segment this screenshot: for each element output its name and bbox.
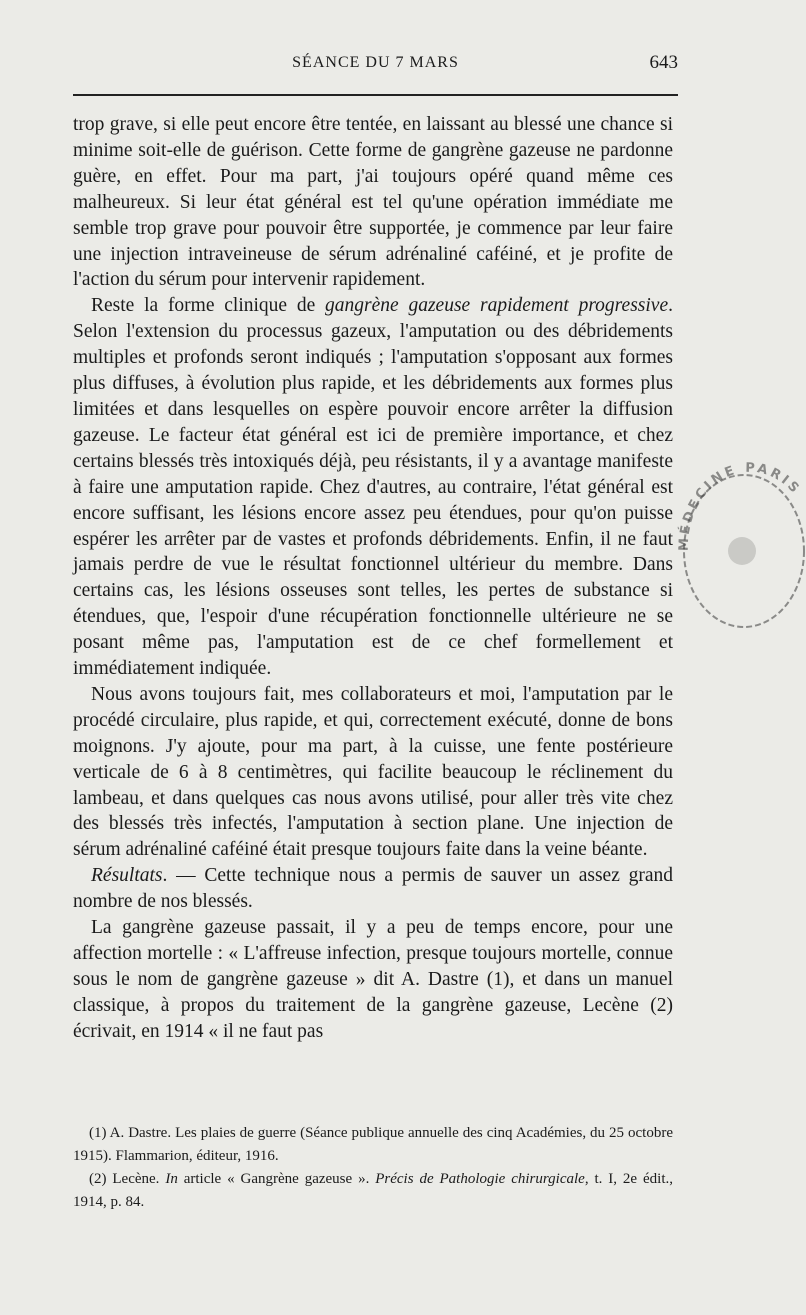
paragraph-1	[73, 112, 673, 293]
footnote-2-italic-a: In	[165, 1171, 178, 1187]
paragraph-4-italic: Résultats	[91, 865, 163, 887]
page-number: 643	[649, 52, 678, 73]
library-stamp	[676, 456, 806, 646]
footnote-2	[73, 1168, 673, 1214]
paragraph-5-text: La gangrène gazeuse passait, il y a peu de temps encore, pour une affection mortelle : « L'affreuse infection, presque toujours mortelle, connue sous le nom de gangrène gazeuse » dit A. Dastre (1), et dans un manuel classique, à propos du traitement de la gangrène gazeuse, Lecène (2) écrivait, en 1914 « il ne faut pas	[73, 917, 673, 1042]
body-text	[73, 112, 673, 1045]
paragraph-2-text-a: Reste la forme clinique de	[91, 295, 326, 317]
footnote-1-text: (1) A. Dastre. Les plaies de guerre (Séance publique annuelle des cinq Académies, du 25 octobre 1915). Flammarion, éditeur, 1916.	[73, 1125, 673, 1164]
footnote-1	[73, 1122, 673, 1168]
footnotes	[73, 1122, 673, 1214]
footnote-2-text-b: article « Gangrène gazeuse ».	[177, 1171, 376, 1187]
footnote-2-text-a: (2) Lecène.	[89, 1171, 166, 1187]
paragraph-3	[73, 682, 673, 863]
running-header	[73, 52, 678, 76]
paragraph-3-text: Nous avons toujours fait, mes collaborateurs et moi, l'amputation par le procédé circulaire, plus rapide, et qui, correctement exécuté, donne de bons moignons. J'y ajoute, pour ma part, à la cuisse, une fente postérieure verticale de 6 à 8 centimètres, qui facilite beaucoup le réclinement du lambeau, et dans quelques cas nous avons utilisé, pour aller très vite chez des blessés très infectés, l'amputation à section plane. Une injection de sérum adrénaliné caféiné était presque toujours faite dans la veine béante.	[73, 683, 673, 861]
paragraph-2-text-b: . Selon l'extension du processus gazeux, l'amputation ou des débridements multiples et profonds seront indiqués ; l'amputation s'opposant aux formes plus diffuses, à évolution plus rapide, et les débridements aux formes plus limitées et dans lesquelles on espère pouvoir encore arrêter la diffusion gazeuse. Le facteur état général est ici de première importance, et chez certains blessés très intoxiqués déjà, peu résistants, il y a avantage manifeste à faire une amputation rapide. Chez d'autres, au contraire, l'état général est encore suffisant, les lésions encore assez peu étendues, pour qu'on puisse espérer les arrêter par de vastes et profonds débridements. Enfin, il ne faut jamais perdre de vue le résultat fonctionnel ultérieur du membre. Dans certains cas, les lésions osseuses sont telles, les pertes de substance si étendues, que, l'espoir d'une récupération fonctionnelle ultérieure ne se posant même pas, l'amputation est de ce chef formellement et immédiatement indiquée.	[73, 295, 673, 680]
paragraph-4-text: . — Cette technique nous a permis de sauver un assez grand nombre de nos blessés.	[73, 865, 673, 913]
header-rule	[73, 94, 678, 96]
paragraph-2	[73, 293, 673, 682]
running-title: SÉANCE DU 7 MARS	[292, 54, 459, 71]
footnote-2-italic-b: Précis de Pathologie chirurgicale	[375, 1171, 585, 1187]
paragraph-2-italic: gangrène gazeuse rapidement progressive	[325, 295, 669, 317]
paragraph-4	[73, 863, 673, 915]
stamp-text: MÉDECINE PARIS	[676, 460, 804, 552]
paragraph-1-text: trop grave, si elle peut encore être tentée, en laissant au blessé une chance si minime soit-elle de guérison. Cette forme de gangrène gazeuse ne pardonne guère, en effet. Pour ma part, j'ai toujours opéré quand même ces malheureux. Si leur état général est tel qu'une opération immédiate me semble trop grave pour pouvoir être supportée, je commence par leur faire une injection intraveineuse de sérum adrénaliné caféiné, et je profite de l'action du sérum pour intervenir rapidement.	[73, 114, 673, 291]
paragraph-5	[73, 915, 673, 1045]
footnote-2-text-c: , t. I, 2e édit., 1914, p. 84.	[73, 1171, 673, 1210]
